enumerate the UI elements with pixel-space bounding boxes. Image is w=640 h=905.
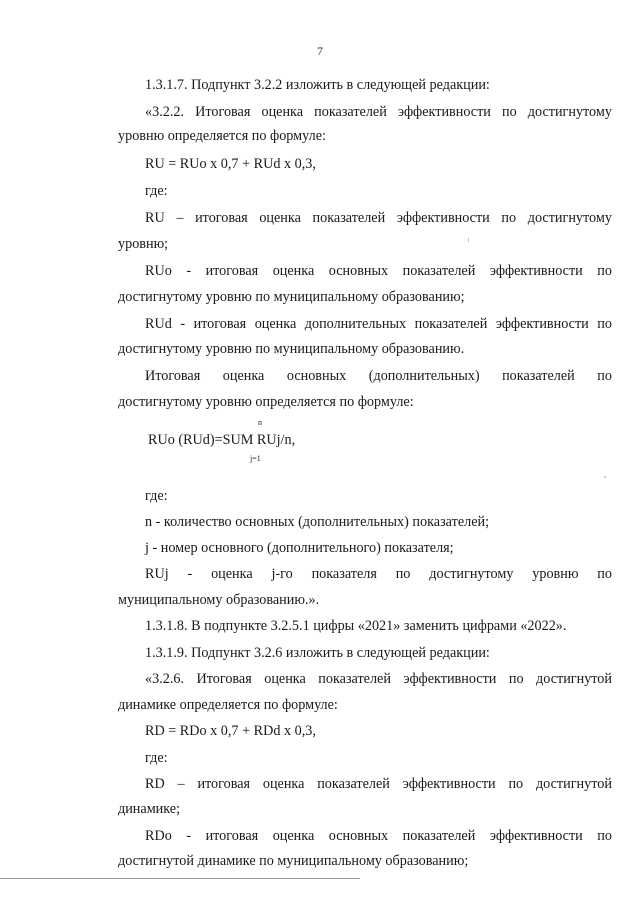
paragraph-line: где:: [145, 750, 168, 766]
justified-line: [145, 367, 612, 385]
word: уровню: [532, 566, 579, 582]
page-number: 7: [317, 44, 323, 58]
paragraph-line: n - количество основных (дополнительных) показателей;: [145, 514, 490, 530]
word: по: [597, 828, 612, 844]
formula-upper-limit: n: [258, 418, 262, 427]
paragraph-line: j - номер основного (дополнительного) показателя;: [145, 540, 454, 556]
word: показателя: [311, 566, 377, 582]
paragraph-line: 1.3.1.9. Подпункт 3.2.6 изложить в следующей редакции:: [145, 645, 490, 661]
paragraph-line: уровню определяется по формуле:: [118, 128, 326, 144]
word: основных: [328, 263, 389, 279]
word: оценка: [264, 671, 306, 687]
word: «3.2.2.: [145, 104, 185, 120]
word: оценка: [261, 104, 304, 120]
paragraph-line: достигнутому уровню по муниципальному образованию.: [118, 341, 465, 357]
word: итоговая: [205, 828, 259, 844]
word: итоговая: [193, 316, 247, 332]
paragraph-line: 1.3.1.8. В подпункте 3.2.5.1 цифры «2021» заменить цифрами «2022».: [145, 618, 567, 634]
word: достигнутой: [536, 671, 612, 687]
scan-speck: [604, 476, 606, 478]
word: по: [597, 368, 612, 384]
word: оценка: [272, 828, 315, 844]
word: показателей: [502, 368, 575, 384]
word: оценка: [254, 316, 297, 332]
word: –: [177, 776, 185, 792]
word: по: [597, 566, 612, 582]
word: показателей: [318, 671, 391, 687]
justified-line: [145, 775, 612, 793]
word: оценка: [272, 263, 315, 279]
word: показателей: [414, 316, 488, 332]
word: -: [187, 566, 193, 582]
word: эффективности: [397, 104, 491, 120]
word: Итоговая: [196, 671, 252, 687]
word: по: [508, 776, 524, 792]
justified-line: [145, 103, 612, 121]
word: эффективности: [403, 671, 497, 687]
paragraph-line: достигнутому уровню определяется по формуле:: [118, 394, 414, 410]
word: по: [508, 671, 524, 687]
formula-expression: RUo (RUd)=SUM RUj/n,: [148, 432, 296, 448]
word: Итоговая: [145, 368, 201, 384]
word: достигнутому: [527, 104, 612, 120]
word: по: [597, 316, 612, 332]
paragraph-line: уровню;: [118, 236, 169, 252]
word: оценка: [262, 776, 305, 792]
word: -: [186, 263, 192, 279]
paragraph-line: 1.3.1.7. Подпункт 3.2.2 изложить в следующей редакции:: [145, 77, 490, 93]
word: показателей: [314, 104, 387, 120]
word: (дополнительных): [368, 368, 480, 384]
word: -: [180, 316, 186, 332]
justified-line: [145, 827, 612, 845]
word: «3.2.6.: [145, 671, 185, 687]
sum-formula: [148, 418, 448, 478]
word: эффективности: [402, 776, 496, 792]
word: эффективности: [489, 263, 583, 279]
scan-speck: [468, 238, 469, 242]
word: показателей: [317, 776, 390, 792]
word: итоговая: [195, 210, 248, 226]
word: итоговая: [197, 776, 251, 792]
word: эффективности: [495, 316, 589, 332]
word: дополнительных: [304, 316, 407, 332]
justified-line: [145, 565, 612, 583]
word: –: [176, 210, 184, 226]
paragraph-line: достигнутой динамике по муниципальному образованию;: [118, 853, 469, 869]
paragraph-line: где:: [145, 488, 168, 504]
word: RUd: [145, 316, 172, 332]
paragraph-line: динамике;: [118, 801, 181, 817]
paragraph-line: муниципальному образованию.».: [118, 592, 320, 608]
word: RD: [145, 776, 165, 792]
word: показателей: [402, 828, 476, 844]
word: оценка: [222, 368, 265, 384]
justified-line: [145, 209, 612, 227]
justified-line: [145, 670, 612, 688]
word: достигнутому: [429, 566, 514, 582]
word: по: [395, 566, 411, 582]
justified-line: [145, 262, 612, 280]
word: итоговая: [205, 263, 259, 279]
word: достигнутой: [535, 776, 612, 792]
paragraph-line: где:: [145, 183, 168, 199]
word: по: [597, 263, 612, 279]
paragraph-line: достигнутому уровню по муниципальному образованию;: [118, 289, 465, 305]
formula-lower-limit: j=1: [250, 454, 261, 463]
formula-line: RU = RUo x 0,7 + RUd x 0,3,: [145, 156, 316, 172]
word: по: [501, 104, 517, 120]
word: эффективности: [489, 828, 583, 844]
word: j-го: [271, 566, 293, 582]
paragraph-line: динамике определяется по формуле:: [118, 697, 338, 713]
word: эффективности: [396, 210, 490, 226]
word: основных: [328, 828, 389, 844]
word: RUo: [145, 263, 172, 279]
word: RU: [145, 210, 165, 226]
word: по: [501, 210, 517, 226]
word: показателей: [312, 210, 386, 226]
word: показателей: [402, 263, 476, 279]
bottom-rule: [0, 878, 360, 879]
word: основных: [286, 368, 347, 384]
word: Итоговая: [195, 104, 251, 120]
word: RDo: [145, 828, 172, 844]
word: RUj: [145, 566, 169, 582]
justified-line: [145, 315, 612, 333]
word: оценка: [211, 566, 253, 582]
word: -: [186, 828, 192, 844]
word: достигнутому: [527, 210, 612, 226]
word: оценка: [259, 210, 301, 226]
formula-line: RD = RDo x 0,7 + RDd x 0,3,: [145, 723, 316, 739]
